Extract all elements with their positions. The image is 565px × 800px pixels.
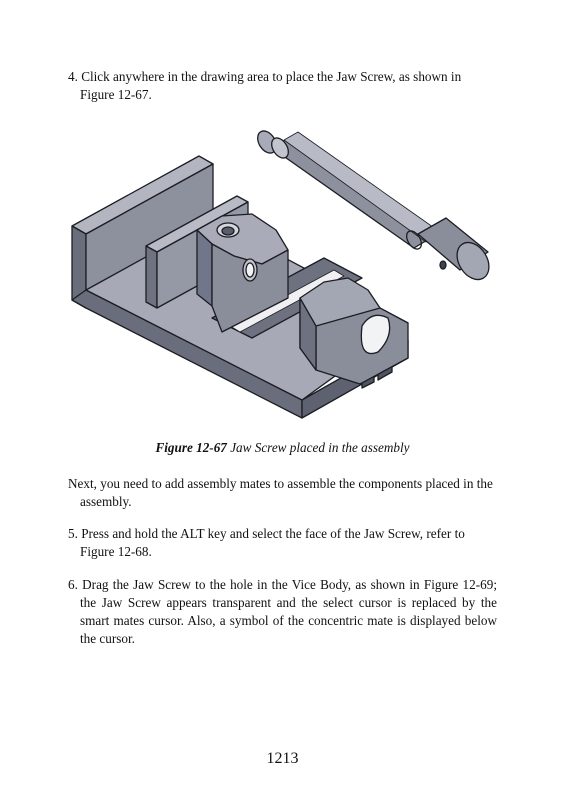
- figure-caption-text: Jaw Screw placed in the assembly: [226, 440, 410, 455]
- next-paragraph: Next, you need to add assembly mates to assemble the components placed in the assembly.: [68, 476, 493, 509]
- page-number: 1213: [266, 750, 299, 767]
- figure-label: Figure 12-67: [155, 440, 227, 455]
- figure-caption: [0, 440, 565, 456]
- step-6-paragraph: 6. Drag the Jaw Screw to the hole in the Vice Body, as shown in Figure 12-69; the Jaw Screw appears transparent and the select cursor is replaced by the smart mates cursor. Also, a symbol of the concentric mate is displayed below the cursor.: [68, 577, 497, 646]
- step-5-paragraph: 5. Press and hold the ALT key and select the face of the Jaw Screw, refer to Figure 12-68.: [68, 526, 465, 559]
- jaw-screw-assembly-figure: [62, 118, 502, 433]
- step-4-paragraph: 4. Click anywhere in the drawing area to place the Jaw Screw, as shown in Figure 12-67.: [68, 69, 462, 102]
